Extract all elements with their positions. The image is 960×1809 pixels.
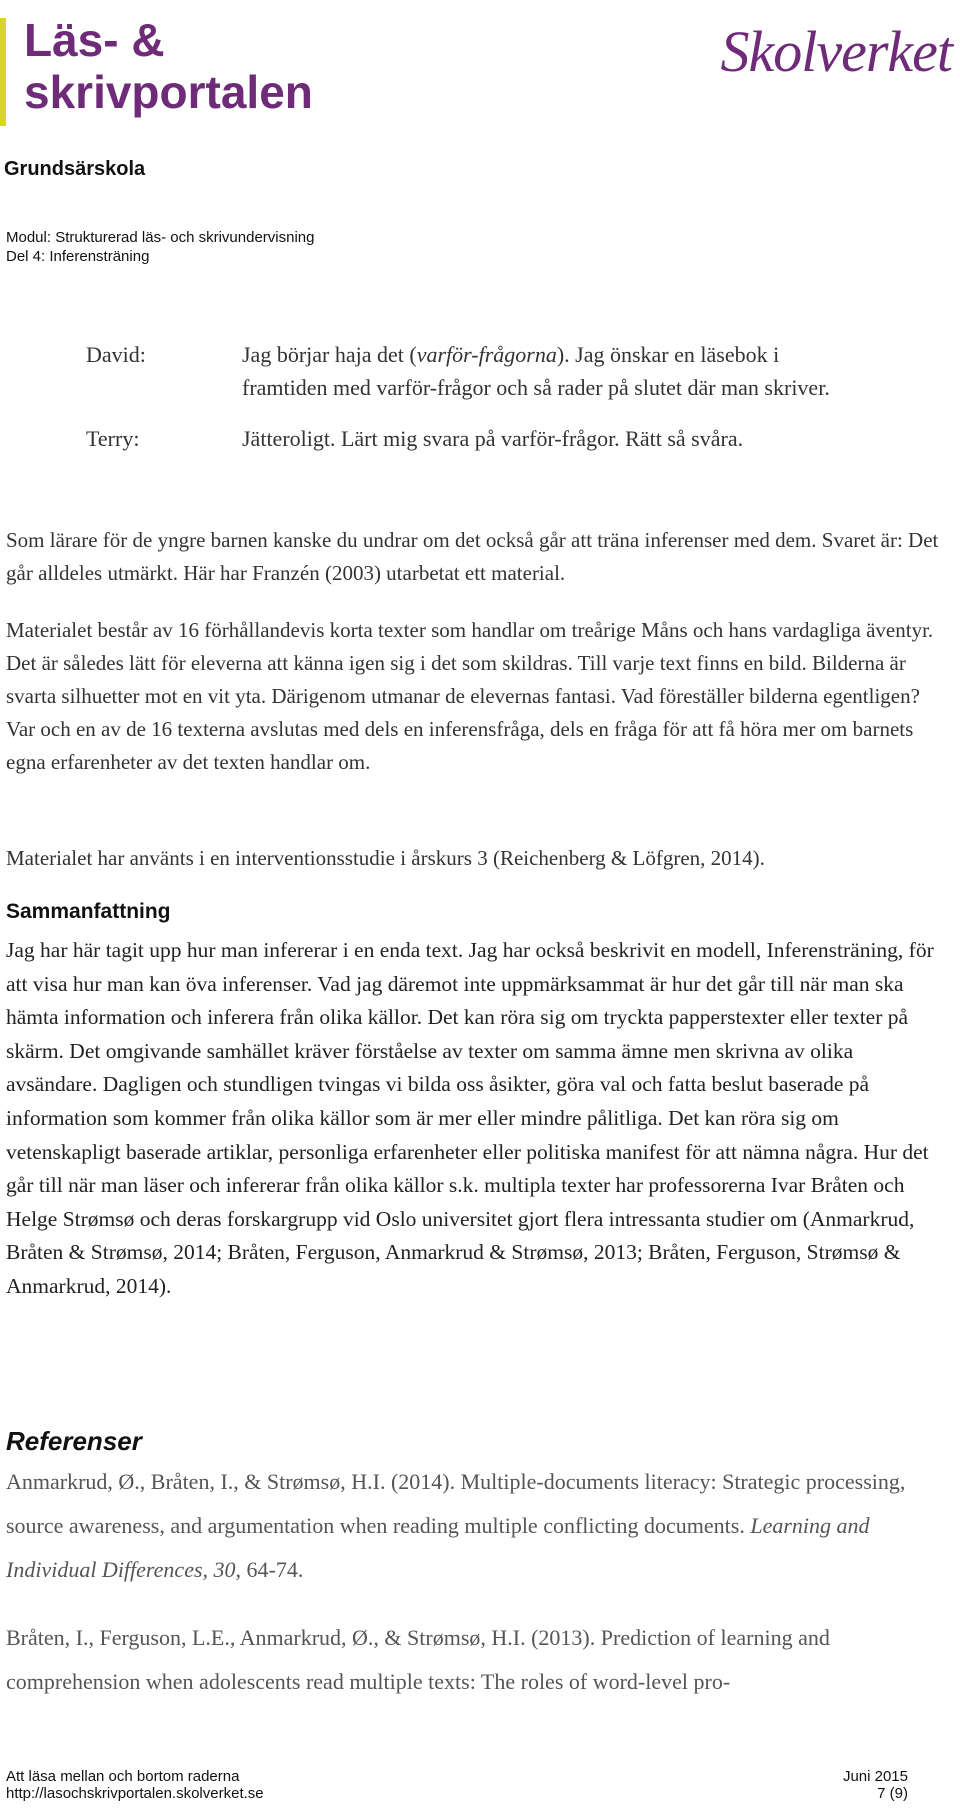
references-heading: Referenser bbox=[6, 1426, 142, 1456]
dialog-speaker: Terry: bbox=[86, 426, 140, 451]
reference-item bbox=[6, 1460, 936, 1592]
footer-right bbox=[843, 1768, 908, 1802]
module-part: Del 4: Inferensträning bbox=[6, 248, 150, 265]
skolverket-logo: Skolverket bbox=[720, 19, 952, 84]
module-info bbox=[6, 228, 314, 266]
portal-title-line2: skrivportalen bbox=[24, 66, 313, 118]
reference-item bbox=[6, 1616, 936, 1704]
summary-heading: Sammanfattning bbox=[6, 900, 171, 923]
header-accent-bar bbox=[0, 18, 6, 126]
reference-text: Bråten, I., Ferguson, L.E., Anmarkrud, Ø., & Strømsø, H.I. (2013). Prediction of learning and comprehension when adolescents read multiple texts: The roles of word-level pro- bbox=[6, 1625, 830, 1694]
portal-title bbox=[24, 14, 313, 118]
reference-pages: , 64-74. bbox=[235, 1557, 304, 1582]
dialog-quotes bbox=[86, 338, 886, 455]
summary-text: Jag har här tagit upp hur man infererar i en enda text. Jag har också beskrivit en modell, Inferensträning, för att visa hur man kan öva inferenser. Vad jag däremot inte uppmärksammat är hur det går till när man ska hämta information och inferera från olika källor. Det kan röra sig om tryckta papperstexter eller texter på skärm. Det omgivande samhället kräver förståelse av texter om samma ämne men skrivna av olika avsändare. Dagligen och stundligen tvingas vi bilda oss åsikter, göra val och fatta beslut baserade på information som kommer från olika källor som är mer eller mindre pålitliga. Det kan röra sig om vetenskapligt baserade artiklar, personliga erfarenheter eller politiska manifest för att nämna några. Hur det går till när man läser och infererar från olika källor s.k. multipla texter har professorerna Ivar Bråten och Helge Strømsø och deras forskargrupp vid Oslo universitet gjort flera intressanta studier om (Anmarkrud, Bråten & Strømsø, 2014; Bråten, Ferguson, Anmarkrud & Strømsø, 2013; Bråten, Ferguson, Strømsø & Anmarkrud, 2014). bbox=[6, 938, 934, 1298]
footer-title: Att läsa mellan och bortom raderna bbox=[6, 1768, 240, 1785]
dialog-speaker: David: bbox=[86, 342, 146, 367]
paragraph-material: Materialet består av 16 förhållandevis korta texter som handlar om treårige Måns och hans vardagliga äventyr. Det är således lätt för eleverna att känna igen sig i det som skildras. Till varje text finns en bild. Bilderna är svarta silhuetter mot en vit yta. Därigenom utmanar de elevernas fantasi. Vad föreställer bilderna egentligen? Var och en av de 16 texterna avslutas med dels en inferensfråga, dels en fråga för att få höra mer om barnets egna erfarenheter av det texten handlar om. bbox=[6, 618, 934, 774]
dialog-line bbox=[242, 338, 862, 404]
footer-date: Juni 2015 bbox=[842, 1768, 908, 1785]
footer-left bbox=[6, 1768, 264, 1802]
dialog-text: Jätteroligt. Lärt mig svara på varför-frågor. Rätt så svåra. bbox=[242, 426, 744, 451]
paragraph-franzen: Som lärare för de yngre barnen kanske du undrar om det också går att träna inferenser med dem. Svaret är: Det går alldeles utmärkt. Här har Franzén (2003) utarbetat ett material. bbox=[6, 528, 939, 585]
dialog-italic-text: varför-frågorna bbox=[416, 342, 557, 367]
dialog-row bbox=[86, 422, 886, 455]
school-form-heading: Grundsärskola bbox=[4, 158, 146, 180]
portal-title-line1: Läs- & bbox=[24, 14, 165, 66]
reference-text: Anmarkrud, Ø., Bråten, I., & Strømsø, H.I. (2014). Multiple-documents literacy: Strategic processing, source awareness, and argumentation when reading multiple conflicting documents. bbox=[6, 1469, 906, 1538]
reference-journal: Learning and Individual Differences, 30 bbox=[6, 1513, 870, 1582]
dialog-row bbox=[86, 338, 886, 404]
dialog-text: ). Jag önskar en läsebok i framtiden med varför-frågor och så rader på slutet där man skriver. bbox=[242, 342, 830, 400]
module-name: Modul: Strukturerad läs- och skrivundervisning bbox=[6, 229, 315, 246]
footer-url[interactable]: http://lasochskrivportalen.skolverket.se bbox=[6, 1785, 264, 1802]
dialog-text: Jag börjar haja det ( bbox=[242, 342, 417, 367]
paragraph-intervention: Materialet har använts i en interventionsstudie i årskurs 3 (Reichenberg & Löfgren, 2014). bbox=[6, 846, 765, 870]
dialog-line bbox=[242, 422, 862, 455]
page-footer bbox=[6, 1768, 908, 1802]
page-number: 7 (9) bbox=[877, 1785, 908, 1802]
